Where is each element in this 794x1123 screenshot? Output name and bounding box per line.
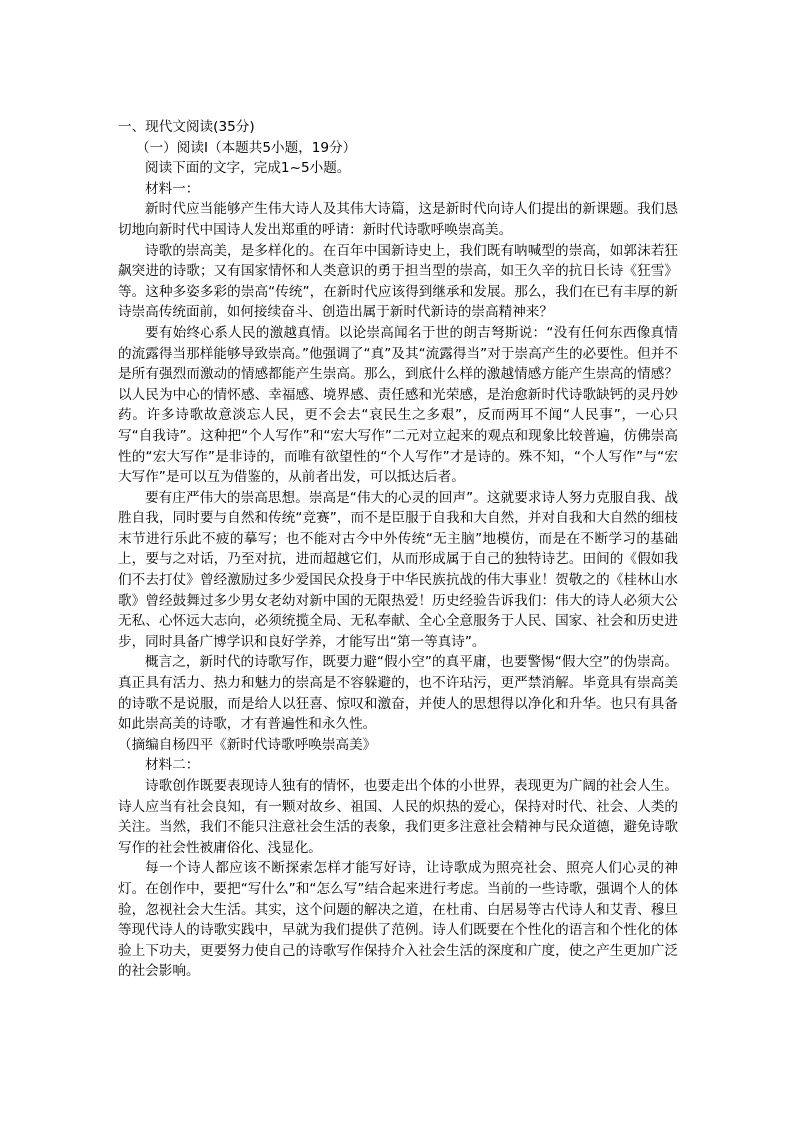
material1-paragraph: 概言之，新时代的诗歌写作，既要力避“假小空”的真平庸，也要警惕“假大空”的伪崇高。真正具有活力、热力和魅力的崇高是不容躲避的，也不许玷污，更严禁消解。毕竟具有崇高美的诗歌不是说服，而是给人以狂喜、惊叹和激奋，并使人的思想得以净化和升华。也只有具备如此崇高美的诗歌，才有普遍性和永久性。 (118, 654, 678, 733)
section-heading: 一、现代文阅读(35分) (118, 119, 255, 135)
material1-paragraph: 要有始终心系人民的激越真情。以论崇高闻名于世的朗吉弩斯说：“没有任何东西像真情的流露得当那样能够导致崇高。”他强调了“真”及其“流露得当”对于崇高产生的必要性。但并不是所有强烈而激动的情感都能产生崇高。那么，到底什么样的激越情感方能产生崇高的情感？以人民为中心的情怀感、幸福感、境界感、责任感和光荣感，是治愈新时代诗歌缺钙的灵丹妙药。许多诗歌故意淡忘人民，更不会去“哀民生之多艰”，反而两耳不闻“人民事”，一心只写“自我诗”。这种把“个人写作”和“宏大写作”二元对立起来的观点和现象比较普遍，仿佛崇高性的“宏大写作”是非诗的，而唯有欲望性的“个人写作”才是诗的。殊不知，“个人写作”与“宏大写作”是可以互为借鉴的，从前者出发，可以抵达后者。 (118, 324, 678, 486)
material2-paragraph: 诗歌创作既要表现诗人独有的情怀，也要走出个体的小世界，表现更为广阔的社会人生。诗人应当有社会良知，有一颗对故乡、祖国、人民的炽热的爱心，保持对时代、社会、人类的关注。当然，我们不能只注意社会生活的表象，我们更多注意社会精神与民众道德，避免诗歌写作的社会性被庸俗化、浅显化。 (118, 778, 678, 856)
material1-paragraph: 要有庄严伟大的崇高思想。崇高是“伟大的心灵的回声”。这就要求诗人努力克服自我、战胜自我，同时要与自然和传统“竞赛”，而不是臣服于自我和大自然，并对自我和大自然的细枝末节进行乐此不疲的摹写；也不能对古今中外传统“无主脑”地模仿，而是在不断学习的基础上，要与之对话，乃至对抗，进而超越它们，从而形成属于自己的独特诗艺。田间的《假如我们不去打仗》曾经激励过多少爱国民众投身于中华民族抗战的伟大事业！贺敬之的《桂林山水歌》曾经鼓舞过多少男女老幼对新中国的无限热爱！历史经验告诉我们：伟大的诗人必须大公无私、心怀远大志向，必须统揽全局、无私奉献、全心全意服务于人民、国家、社会和历史进步，同时具备广博学识和良好学养，才能写出“第一等真诗”。 (118, 489, 678, 650)
material1-paragraph: 诗歌的崇高美，是多样化的。在百年中国新诗史上，我们既有呐喊型的崇高，如郭沫若狂飙突进的诗歌；又有国家情怀和人类意识的勇于担当型的崇高，如王久辛的抗日长诗《狂雪》等。这种多姿多彩的崇高“传统”，在新时代应该得到继承和发展。那么，我们在已有丰厚的新诗崇高传统面前，如何接续奋斗、创造出属于新时代新诗的崇高精神来？ (118, 242, 678, 321)
material1-source: （摘编自杨四平《新时代诗歌呼唤崇高美》 (118, 736, 377, 753)
document-body (118, 117, 678, 982)
material1-label: 材料一： (145, 180, 200, 197)
sub-heading: （一）阅读Ⅰ（本题共5小题，19分） (136, 139, 357, 156)
material2-label: 材料二： (145, 757, 200, 774)
material2-paragraph: 每一个诗人都应该不断探索怎样才能写好诗，让诗歌成为照亮社会、照亮人们心灵的神灯。在创作中，要把“写什么”和“怎么写”结合起来进行考虑。当前的一些诗歌，强调个人的体验，忽视社会大生活。其实，这个问题的解决之道，在杜甫、白居易等古代诗人和艾青、穆旦等现代诗人的诗歌实践中，早就为我们提供了范例。诗人们既要在个性化的语言和个性化的体验上下功夫，更要努力使自己的诗歌写作保持介入社会生活的深度和广度，使之产生更加广泛的社会影响。 (118, 860, 678, 980)
instruction: 阅读下面的文字，完成1~5小题。 (145, 160, 351, 177)
material1-paragraph: 新时代应当能够产生伟大诗人及其伟大诗篇，这是新时代向诗人们提出的新课题。我们恳切地向新时代中国诗人发出郑重的呼请：新时代诗歌呼唤崇高美。 (118, 201, 678, 238)
